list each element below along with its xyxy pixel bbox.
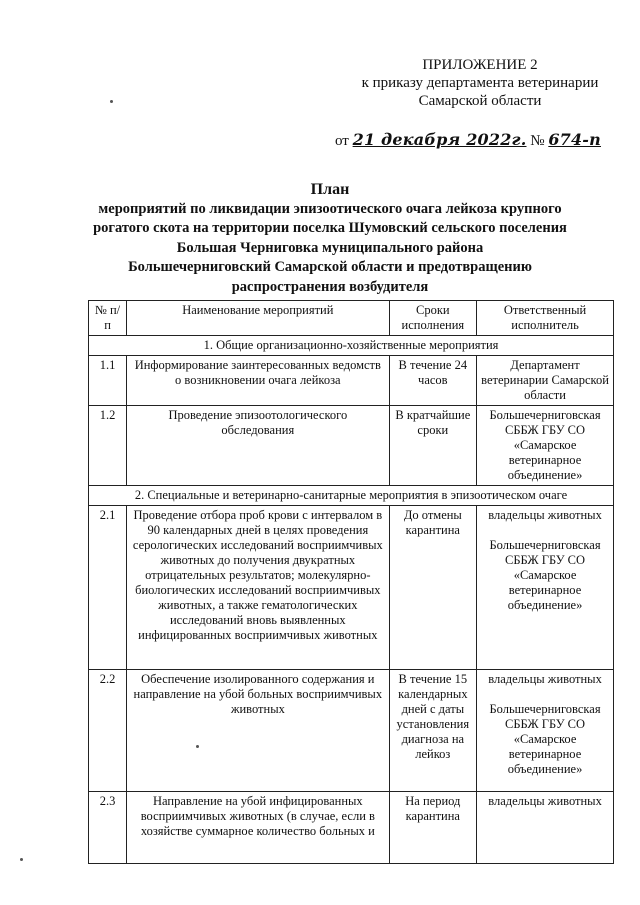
row-num: 2.3 xyxy=(89,792,127,864)
row-term: В кратчайшие сроки xyxy=(389,406,477,486)
spacer xyxy=(481,523,609,538)
appendix-block xyxy=(355,56,605,110)
header-num: № п/п xyxy=(89,301,127,336)
table-row xyxy=(89,670,614,792)
plan-table xyxy=(88,300,614,864)
row-num: 1.1 xyxy=(89,356,127,406)
order-date: 21 декабря 2022г. xyxy=(352,130,527,149)
resp-org: Большечерниговская СББЖ ГБУ СО «Самарское ветеринарное объединение» xyxy=(489,538,601,612)
row-resp: Департамент ветеринарии Самарской области xyxy=(477,356,614,406)
table-row xyxy=(89,792,614,864)
table-row xyxy=(89,506,614,670)
plan-subtitle-line: мероприятий по ликвидации эпизоотического очага лейкоза крупного xyxy=(98,200,562,217)
row-num: 2.1 xyxy=(89,506,127,670)
row-term: В течение 15 календарных дней с даты установления диагноза на лейкоз xyxy=(389,670,477,792)
scan-speck xyxy=(20,858,23,861)
plan-subtitle-line: Большая Черниговка муниципального района xyxy=(176,239,484,256)
appendix-title: ПРИЛОЖЕНИЕ 2 xyxy=(422,57,538,73)
plan-subtitle-line: рогатого скота на территории поселка Шумовский сельского поселения xyxy=(93,220,567,236)
section-1-title: 1. Общие организационно-хозяйственные мероприятия xyxy=(89,336,614,356)
row-name: Проведение отбора проб крови с интервалом в 90 календарных дней в целях проведения серологических исследований восприимчивых животных до получения двукратных отрицательных результатов; молекулярно-биологических исследований восприимчивых животных, а также гематологических исследований вновь выявленных инфицированных восприимчивых животных xyxy=(127,506,390,670)
table-row xyxy=(89,356,614,406)
resp-owner: владельцы животных xyxy=(488,672,602,686)
resp-owner: владельцы животных xyxy=(488,508,602,522)
plan-subtitle-line: Большечерниговский Самарской области и предотвращению xyxy=(128,259,532,275)
scan-speck xyxy=(196,745,199,748)
row-resp: Большечерниговская СББЖ ГБУ СО «Самарское ветеринарное объединение» xyxy=(477,406,614,486)
order-number-sign: № xyxy=(530,133,545,149)
plan-subtitle-line: распространения возбудителя xyxy=(231,278,429,295)
spacer xyxy=(481,687,609,702)
row-resp xyxy=(477,506,614,670)
row-name: Направление на убой инфицированных восприимчивых животных (в случае, если в хозяйстве суммарное количество больных и xyxy=(127,792,390,864)
section-row xyxy=(89,336,614,356)
row-term: До отмены карантина xyxy=(389,506,477,670)
row-name: Обеспечение изолированного содержания и направление на убой больных восприимчивых животных xyxy=(127,670,390,792)
row-resp xyxy=(477,670,614,792)
header-name: Наименование мероприятий xyxy=(127,301,390,336)
section-2-title: 2. Специальные и ветеринарно-санитарные мероприятия в эпизоотическом очаге xyxy=(89,486,614,506)
row-term: В течение 24 часов xyxy=(389,356,477,406)
order-number: 674-п xyxy=(548,130,601,149)
plan-heading xyxy=(60,180,600,297)
row-num: 2.2 xyxy=(89,670,127,792)
table-header-row xyxy=(89,301,614,336)
appendix-line-1: к приказу департамента ветеринарии xyxy=(361,75,599,91)
header-term: Сроки исполнения xyxy=(389,301,477,336)
row-resp: владельцы животных xyxy=(477,792,614,864)
header-resp: Ответственный исполнитель xyxy=(477,301,614,336)
appendix-line-2: Самарской области xyxy=(418,93,542,109)
table-row xyxy=(89,406,614,486)
order-prefix: от xyxy=(335,133,349,149)
row-name: Проведение эпизоотологического обследования xyxy=(127,406,390,486)
resp-org: Большечерниговская СББЖ ГБУ СО «Самарское ветеринарное объединение» xyxy=(489,702,601,776)
plan-title: План xyxy=(310,181,350,198)
row-name: Информирование заинтересованных ведомств о возникновении очага лейкоза xyxy=(127,356,390,406)
section-row xyxy=(89,486,614,506)
order-line xyxy=(335,130,625,150)
row-num: 1.2 xyxy=(89,406,127,486)
row-term: На период карантина xyxy=(389,792,477,864)
scan-speck xyxy=(110,100,113,103)
